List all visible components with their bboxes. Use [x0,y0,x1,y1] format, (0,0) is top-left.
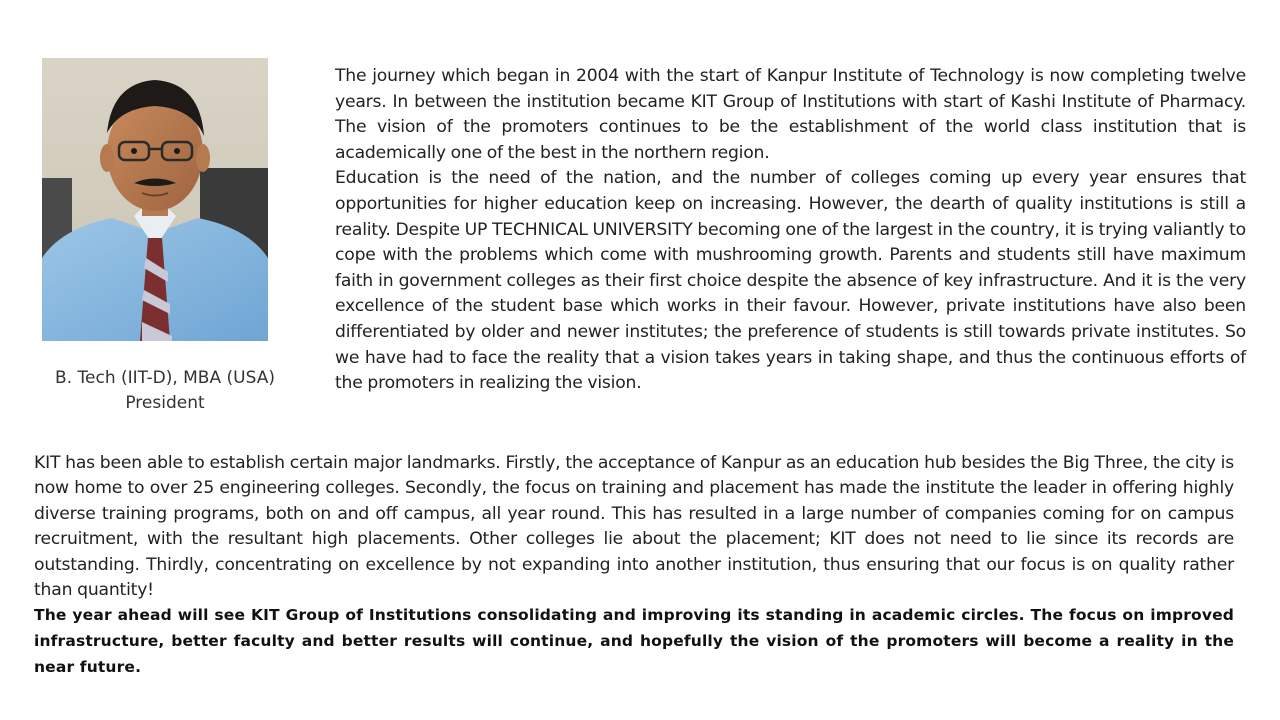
president-designation: President [125,393,205,413]
message-landmarks [34,451,1234,603]
president-qualification: B. Tech (IIT-D), MBA (USA) [55,368,275,388]
message-intro [335,64,1246,397]
message-paragraph-3: KIT has been able to establish certain major landmarks. Firstly, the acceptance of Kanpur as an education hub besides the Big Three, the city is now home to over 25 engineering colleges. Secondly, the focus on training and placement has made the institute the leader in offering highly diverse training programs, both on and off campus, all year round. This has resulted in a large number of companies coming for on campus recruitment, with the resultant high placements. Other colleges lie about the placement; KIT does not need to lie since its records are outstanding. Thirdly, concentrating on excellence by not expanding into another institution, thus ensuring that our focus is on quality rather than quantity! [34,453,1234,601]
message-paragraph-1: The journey which began in 2004 with the start of Kanpur Institute of Technology is now completing twelve years. In between the institution became KIT Group of Institutions with start of Kashi Institute of Pharmacy. The vision of the promoters continues to be the establishment of the world class institution that is academically one of the best in the northern region. [335,66,1246,163]
message-paragraph-2: Education is the need of the nation, and the number of colleges coming up every year ensures that opportunities for higher education keep on increasing. However, the dearth of quality institutions is still a reality. Despite UP TECHNICAL UNIVERSITY becoming one of the largest in the country, it is trying valiantly to cope with the problems which come with mushrooming growth. Parents and students still have maximum faith in government colleges as their first choice despite the absence of key infrastructure. And it is the very excellence of the student base which works in their favour. However, private institutions have also been differentiated by older and newer institutes; the preference of students is still towards private institutes. So we have had to face the reality that a vision takes years in taking shape, and thus the continuous efforts of the promoters in realizing the vision. [335,168,1246,394]
president-caption [30,366,300,416]
message-closing: The year ahead will see KIT Group of Institutions consolidating and improving its standing in academic circles. The focus on improved infrastructure, better faculty and better results will continue, and hopefully the vision of the promoters will become a reality in the near future. [34,606,1234,676]
president-photo [42,58,268,341]
